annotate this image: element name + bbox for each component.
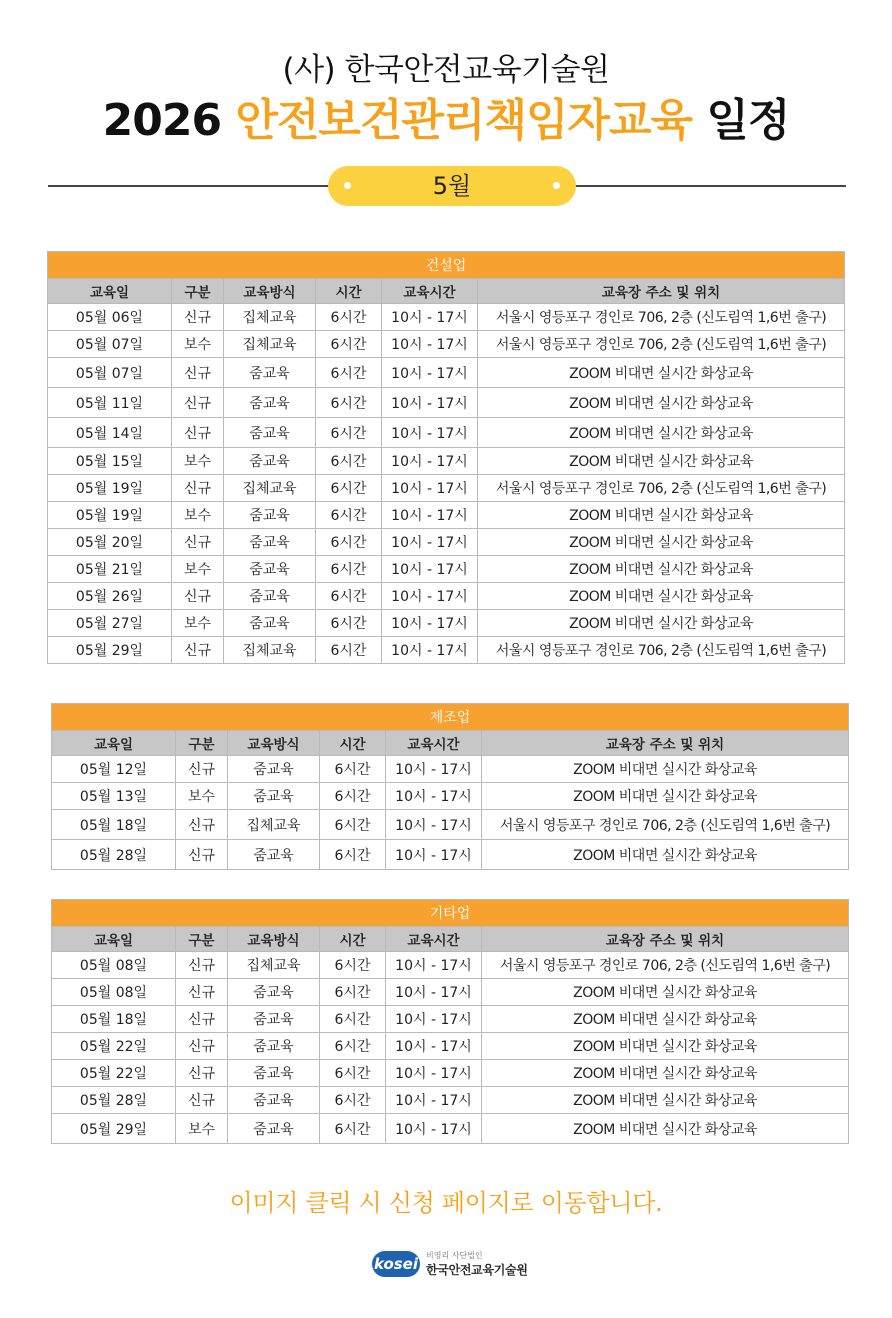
- cell-location: ZOOM 비대면 실시간 화상교육: [478, 610, 845, 637]
- cell-method: 줌교육: [228, 979, 320, 1006]
- table-row: [48, 418, 845, 448]
- table-row: [52, 979, 849, 1006]
- cell-time: 10시 - 17시: [386, 952, 482, 979]
- cell-date: 05월 22일: [52, 1033, 176, 1060]
- cell-date: 05월 28일: [52, 1087, 176, 1114]
- cell-method: 줌교육: [228, 1087, 320, 1114]
- cell-type: 보수: [176, 1114, 228, 1144]
- cell-hours: 6시간: [320, 1006, 386, 1033]
- cell-method: 줌교육: [224, 358, 316, 388]
- cell-date: 05월 18일: [52, 810, 176, 840]
- cell-location: ZOOM 비대면 실시간 화상교육: [478, 418, 845, 448]
- schedule-table-manufacturing: [51, 703, 849, 870]
- cell-method: 줌교육: [224, 529, 316, 556]
- cell-method: 줌교육: [224, 418, 316, 448]
- cell-location: 서울시 영등포구 경인로 706, 2층 (신도림역 1,6번 출구): [482, 810, 849, 840]
- cell-method: 집체교육: [224, 304, 316, 331]
- cell-time: 10시 - 17시: [386, 1033, 482, 1060]
- col-header-date: 교육일: [52, 731, 176, 756]
- table-row: [52, 1087, 849, 1114]
- cell-location: ZOOM 비대면 실시간 화상교육: [482, 1006, 849, 1033]
- cell-type: 신규: [176, 1006, 228, 1033]
- cell-method: 줌교육: [228, 1033, 320, 1060]
- cell-location: ZOOM 비대면 실시간 화상교육: [482, 783, 849, 810]
- cell-date: 05월 12일: [52, 756, 176, 783]
- table-row: [48, 331, 845, 358]
- cell-hours: 6시간: [316, 304, 382, 331]
- cell-time: 10시 - 17시: [386, 840, 482, 870]
- cell-method: 줌교육: [228, 756, 320, 783]
- month-banner: [48, 166, 846, 206]
- col-header-hours: 시간: [316, 279, 382, 304]
- col-header-hours: 시간: [320, 927, 386, 952]
- cell-type: 신규: [172, 583, 224, 610]
- col-header-time: 교육시간: [382, 279, 478, 304]
- col-header-time: 교육시간: [386, 927, 482, 952]
- cell-location: ZOOM 비대면 실시간 화상교육: [482, 840, 849, 870]
- cell-time: 10시 - 17시: [386, 810, 482, 840]
- cell-method: 줌교육: [224, 610, 316, 637]
- table-row: [52, 810, 849, 840]
- table-row: [48, 475, 845, 502]
- cell-hours: 6시간: [316, 583, 382, 610]
- col-header-type: 구분: [176, 927, 228, 952]
- cell-type: 신규: [176, 840, 228, 870]
- cell-date: 05월 14일: [48, 418, 172, 448]
- cell-date: 05월 29일: [48, 637, 172, 664]
- table-row: [52, 1114, 849, 1144]
- cell-date: 05월 08일: [52, 979, 176, 1006]
- cell-location: ZOOM 비대면 실시간 화상교육: [478, 358, 845, 388]
- title-year: 2026: [102, 95, 222, 146]
- cell-time: 10시 - 17시: [386, 979, 482, 1006]
- cell-date: 05월 18일: [52, 1006, 176, 1033]
- pill-dot-icon: [344, 182, 351, 189]
- cell-location: 서울시 영등포구 경인로 706, 2층 (신도림역 1,6번 출구): [478, 331, 845, 358]
- pill-dot-icon: [553, 182, 560, 189]
- col-header-location: 교육장 주소 및 위치: [482, 731, 849, 756]
- cell-type: 보수: [176, 783, 228, 810]
- table-row: [48, 388, 845, 418]
- kosei-logo-icon: kosei: [372, 1251, 420, 1277]
- cell-date: 05월 26일: [48, 583, 172, 610]
- page-title: [0, 84, 892, 148]
- cell-date: 05월 19일: [48, 502, 172, 529]
- cell-date: 05월 20일: [48, 529, 172, 556]
- col-header-method: 교육방식: [228, 927, 320, 952]
- cell-method: 줌교육: [228, 840, 320, 870]
- cell-hours: 6시간: [320, 1087, 386, 1114]
- table-row: [48, 583, 845, 610]
- cell-time: 10시 - 17시: [382, 637, 478, 664]
- col-header-location: 교육장 주소 및 위치: [482, 927, 849, 952]
- table-row: [52, 840, 849, 870]
- cell-date: 05월 06일: [48, 304, 172, 331]
- schedule-table-other: [51, 899, 849, 1144]
- cell-type: 신규: [176, 1060, 228, 1087]
- cell-location: ZOOM 비대면 실시간 화상교육: [478, 583, 845, 610]
- cell-method: 집체교육: [224, 637, 316, 664]
- col-header-time: 교육시간: [386, 731, 482, 756]
- logo-subtitle: 비영리 사단법인: [426, 1251, 483, 1260]
- cell-hours: 6시간: [320, 1114, 386, 1144]
- month-label: 5월: [432, 172, 472, 200]
- cell-time: 10시 - 17시: [382, 448, 478, 475]
- cell-method: 집체교육: [224, 475, 316, 502]
- title-suffix: 일정: [706, 95, 790, 146]
- cell-hours: 6시간: [316, 418, 382, 448]
- cell-time: 10시 - 17시: [386, 1114, 482, 1144]
- cell-location: 서울시 영등포구 경인로 706, 2층 (신도림역 1,6번 출구): [478, 637, 845, 664]
- cell-hours: 6시간: [320, 1060, 386, 1087]
- cell-type: 신규: [172, 637, 224, 664]
- table-row: [48, 610, 845, 637]
- apply-link[interactable]: 이미지 클릭 시 신청 페이지로 이동합니다.: [229, 1189, 663, 1217]
- cell-hours: 6시간: [320, 1033, 386, 1060]
- cell-method: 줌교육: [228, 1114, 320, 1144]
- cell-method: 집체교육: [228, 952, 320, 979]
- cell-location: 서울시 영등포구 경인로 706, 2층 (신도림역 1,6번 출구): [482, 952, 849, 979]
- cell-type: 신규: [172, 358, 224, 388]
- cell-time: 10시 - 17시: [382, 304, 478, 331]
- cell-hours: 6시간: [320, 783, 386, 810]
- cell-date: 05월 07일: [48, 331, 172, 358]
- cell-time: 10시 - 17시: [386, 1060, 482, 1087]
- cell-time: 10시 - 17시: [386, 783, 482, 810]
- category-bar: 제조업: [52, 704, 849, 731]
- table-row: [52, 1033, 849, 1060]
- table-row: [52, 952, 849, 979]
- cell-method: 줌교육: [224, 388, 316, 418]
- cell-time: 10시 - 17시: [386, 756, 482, 783]
- cell-hours: 6시간: [320, 979, 386, 1006]
- cell-type: 신규: [172, 529, 224, 556]
- cell-time: 10시 - 17시: [382, 331, 478, 358]
- table-row: [48, 637, 845, 664]
- cell-location: ZOOM 비대면 실시간 화상교육: [482, 1087, 849, 1114]
- cell-hours: 6시간: [316, 610, 382, 637]
- cell-location: ZOOM 비대면 실시간 화상교육: [482, 1060, 849, 1087]
- table-row: [48, 358, 845, 388]
- cell-type: 보수: [172, 331, 224, 358]
- cell-hours: 6시간: [316, 637, 382, 664]
- cell-method: 줌교육: [228, 1060, 320, 1087]
- category-bar: 기타업: [52, 900, 849, 927]
- category-bar: 건설업: [48, 252, 845, 279]
- cell-time: 10시 - 17시: [386, 1087, 482, 1114]
- cell-hours: 6시간: [316, 388, 382, 418]
- cell-type: 신규: [176, 756, 228, 783]
- table-row: [52, 783, 849, 810]
- cell-hours: 6시간: [316, 556, 382, 583]
- cell-time: 10시 - 17시: [382, 388, 478, 418]
- cell-location: ZOOM 비대면 실시간 화상교육: [482, 756, 849, 783]
- cell-type: 신규: [176, 810, 228, 840]
- table-row: [48, 448, 845, 475]
- cell-location: 서울시 영등포구 경인로 706, 2층 (신도림역 1,6번 출구): [478, 475, 845, 502]
- cell-date: 05월 11일: [48, 388, 172, 418]
- cell-type: 보수: [172, 448, 224, 475]
- title-highlight: 안전보건관리책임자교육: [235, 95, 692, 146]
- cell-date: 05월 13일: [52, 783, 176, 810]
- table-row: [48, 304, 845, 331]
- cell-time: 10시 - 17시: [382, 358, 478, 388]
- col-header-date: 교육일: [52, 927, 176, 952]
- table-row: [48, 502, 845, 529]
- col-header-location: 교육장 주소 및 위치: [478, 279, 845, 304]
- cell-time: 10시 - 17시: [382, 529, 478, 556]
- cell-date: 05월 15일: [48, 448, 172, 475]
- cell-type: 보수: [172, 556, 224, 583]
- org-logo: [372, 1248, 532, 1280]
- cell-method: 줌교육: [224, 502, 316, 529]
- schedule-table-construction: [47, 251, 845, 664]
- cell-date: 05월 28일: [52, 840, 176, 870]
- cell-location: ZOOM 비대면 실시간 화상교육: [478, 556, 845, 583]
- cell-hours: 6시간: [320, 756, 386, 783]
- cell-time: 10시 - 17시: [382, 475, 478, 502]
- cell-location: 서울시 영등포구 경인로 706, 2층 (신도림역 1,6번 출구): [478, 304, 845, 331]
- cell-date: 05월 22일: [52, 1060, 176, 1087]
- cell-hours: 6시간: [320, 952, 386, 979]
- cell-type: 신규: [172, 418, 224, 448]
- cell-time: 10시 - 17시: [382, 418, 478, 448]
- cell-hours: 6시간: [316, 475, 382, 502]
- cell-hours: 6시간: [320, 840, 386, 870]
- cell-hours: 6시간: [316, 331, 382, 358]
- cell-method: 줌교육: [228, 1006, 320, 1033]
- col-header-method: 교육방식: [224, 279, 316, 304]
- cell-time: 10시 - 17시: [382, 556, 478, 583]
- org-title: (사) 한국안전교육기술원: [282, 52, 610, 88]
- cell-type: 보수: [172, 502, 224, 529]
- cell-type: 신규: [176, 1087, 228, 1114]
- cell-location: ZOOM 비대면 실시간 화상교육: [478, 502, 845, 529]
- cell-date: 05월 21일: [48, 556, 172, 583]
- cell-method: 줌교육: [224, 448, 316, 475]
- cell-hours: 6시간: [320, 810, 386, 840]
- cell-time: 10시 - 17시: [382, 502, 478, 529]
- cell-date: 05월 19일: [48, 475, 172, 502]
- cell-time: 10시 - 17시: [386, 1006, 482, 1033]
- cell-method: 줌교육: [228, 783, 320, 810]
- col-header-type: 구분: [172, 279, 224, 304]
- cell-type: 신규: [172, 475, 224, 502]
- logo-name: 한국안전교육기술원: [426, 1263, 528, 1277]
- col-header-date: 교육일: [48, 279, 172, 304]
- cell-hours: 6시간: [316, 358, 382, 388]
- cell-date: 05월 27일: [48, 610, 172, 637]
- cell-time: 10시 - 17시: [382, 583, 478, 610]
- cell-location: ZOOM 비대면 실시간 화상교육: [478, 529, 845, 556]
- table-row: [48, 556, 845, 583]
- cell-type: 신규: [172, 304, 224, 331]
- month-pill: [328, 166, 576, 206]
- table-row: [48, 529, 845, 556]
- cell-hours: 6시간: [316, 502, 382, 529]
- cell-type: 신규: [176, 979, 228, 1006]
- cell-hours: 6시간: [316, 529, 382, 556]
- cell-location: ZOOM 비대면 실시간 화상교육: [478, 388, 845, 418]
- table-row: [52, 756, 849, 783]
- cell-type: 신규: [172, 388, 224, 418]
- col-header-hours: 시간: [320, 731, 386, 756]
- cell-date: 05월 29일: [52, 1114, 176, 1144]
- cell-type: 신규: [176, 1033, 228, 1060]
- cell-method: 줌교육: [224, 556, 316, 583]
- cell-method: 줌교육: [224, 583, 316, 610]
- cell-time: 10시 - 17시: [382, 610, 478, 637]
- cell-location: ZOOM 비대면 실시간 화상교육: [482, 1033, 849, 1060]
- cell-location: ZOOM 비대면 실시간 화상교육: [482, 979, 849, 1006]
- cell-location: ZOOM 비대면 실시간 화상교육: [482, 1114, 849, 1144]
- cell-type: 신규: [176, 952, 228, 979]
- cell-location: ZOOM 비대면 실시간 화상교육: [478, 448, 845, 475]
- cell-date: 05월 08일: [52, 952, 176, 979]
- col-header-type: 구분: [176, 731, 228, 756]
- table-row: [52, 1006, 849, 1033]
- cell-method: 집체교육: [228, 810, 320, 840]
- cell-date: 05월 07일: [48, 358, 172, 388]
- col-header-method: 교육방식: [228, 731, 320, 756]
- cell-method: 집체교육: [224, 331, 316, 358]
- cell-type: 보수: [172, 610, 224, 637]
- cell-hours: 6시간: [316, 448, 382, 475]
- table-row: [52, 1060, 849, 1087]
